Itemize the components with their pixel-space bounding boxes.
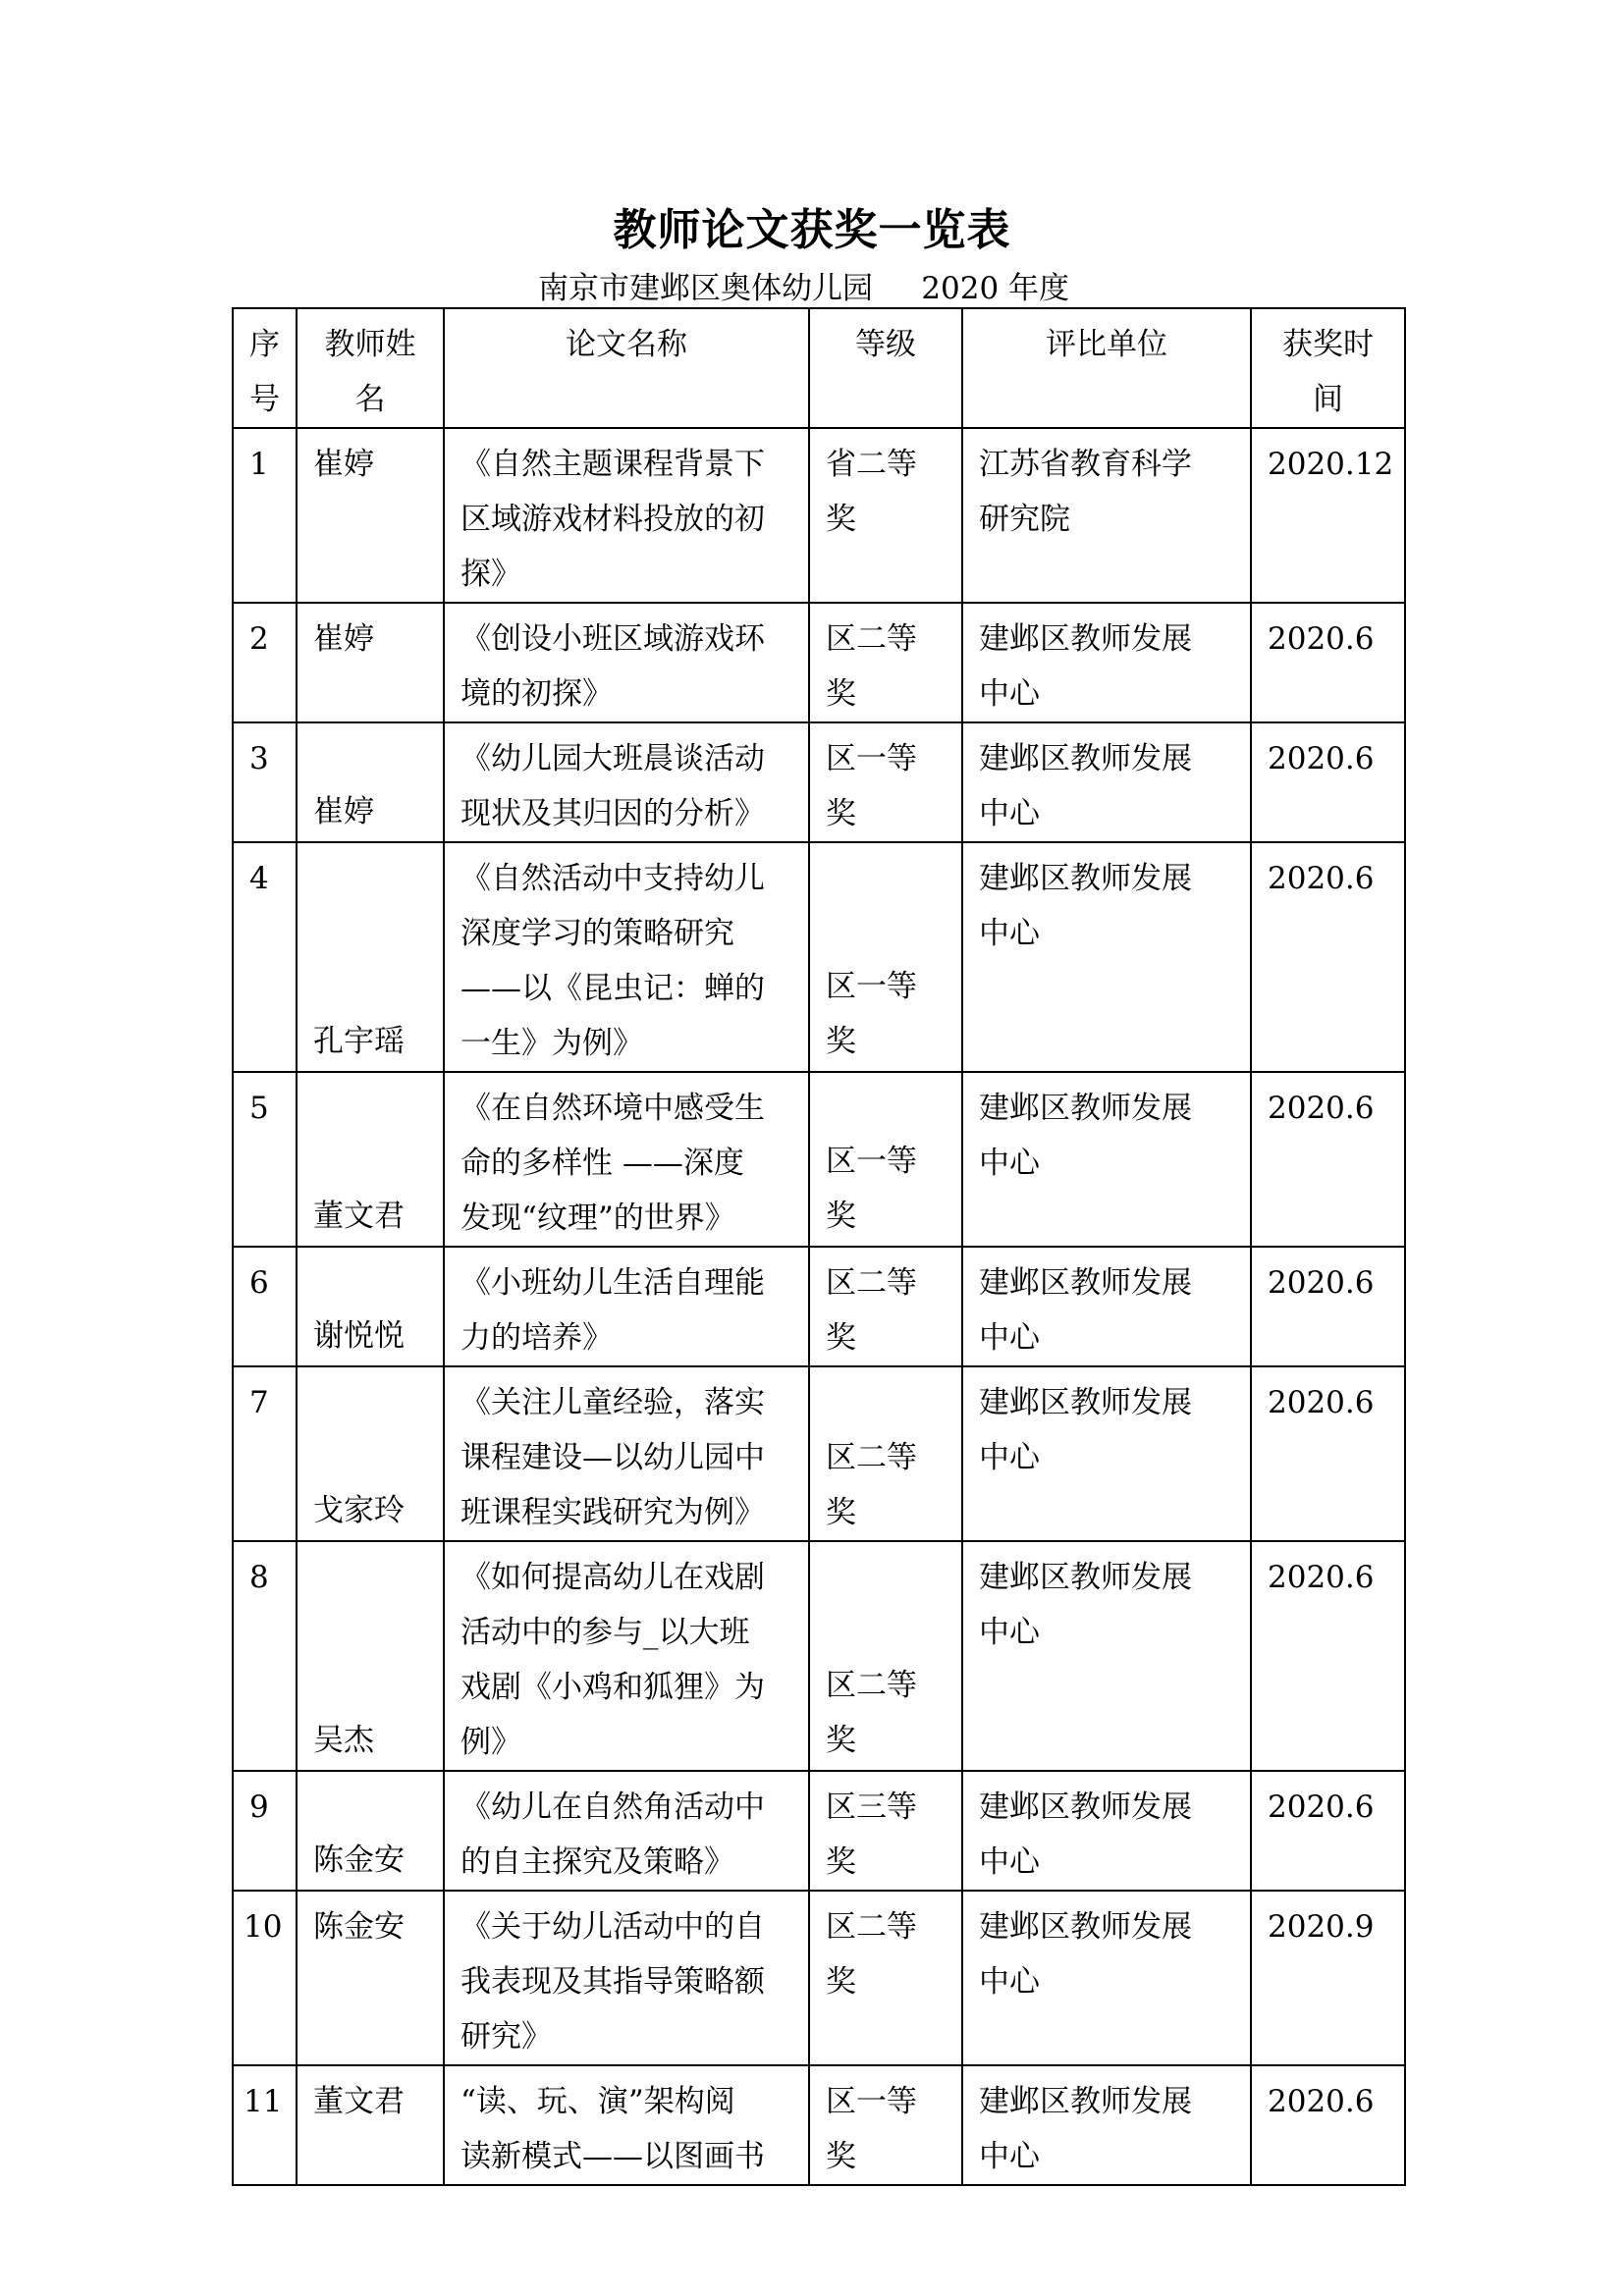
header-text: 号 (249, 382, 280, 417)
table-row (233, 603, 1405, 722)
cell-grade: 区二等 奖 (809, 1541, 962, 1771)
cell-no: 6 (233, 1247, 297, 1366)
cell-paper: 《关于幼儿活动中的自 我表现及其指导策略额 研究》 (444, 1891, 809, 2065)
header-text: 序 (249, 327, 280, 362)
cell-org: 江苏省教育科学 研究院 (962, 428, 1251, 603)
table-row (233, 1072, 1405, 1247)
cell-paper: 《创设小班区域游戏环 境的初探》 (444, 603, 809, 722)
header-text: 间 (1313, 382, 1343, 417)
table-row (233, 428, 1405, 603)
cell-grade: 区三等 奖 (809, 1771, 962, 1891)
table-header-row (233, 308, 1405, 428)
cell-org: 建邺区教师发展 中心 (962, 1366, 1251, 1541)
cell-teacher: 孔宇瑶 (297, 842, 444, 1072)
header-no (233, 308, 297, 428)
cell-teacher: 崔婷 (297, 428, 444, 603)
cell-grade: 区一等 奖 (809, 1072, 962, 1247)
table-row (233, 1541, 1405, 1771)
cell-paper: “读、玩、演”架构阅 读新模式——以图画书 (444, 2065, 809, 2185)
cell-teacher: 戈家玲 (297, 1366, 444, 1541)
cell-time: 2020.6 (1251, 1771, 1405, 1891)
cell-org: 建邺区教师发展 中心 (962, 842, 1251, 1072)
cell-time: 2020.6 (1251, 1072, 1405, 1247)
cell-paper: 《自然主题课程背景下 区域游戏材料投放的初 探》 (444, 428, 809, 603)
cell-no: 11 (233, 2065, 297, 2185)
header-text: 获奖时 (1282, 327, 1374, 362)
cell-no: 1 (233, 428, 297, 603)
cell-teacher: 崔婷 (297, 722, 444, 842)
table-row (233, 722, 1405, 842)
table-row (233, 842, 1405, 1072)
cell-teacher: 崔婷 (297, 603, 444, 722)
cell-teacher: 陈金安 (297, 1771, 444, 1891)
header-text: 教师姓 (324, 327, 416, 362)
cell-grade: 区二等 奖 (809, 1366, 962, 1541)
table-row (233, 1771, 1405, 1891)
header-grade (809, 308, 962, 428)
cell-grade: 区一等 奖 (809, 842, 962, 1072)
table-row (233, 1366, 1405, 1541)
cell-time: 2020.6 (1251, 603, 1405, 722)
header-teacher (297, 308, 444, 428)
cell-time: 2020.6 (1251, 722, 1405, 842)
cell-time: 2020.6 (1251, 1366, 1405, 1541)
cell-org: 建邺区教师发展 中心 (962, 2065, 1251, 2185)
cell-org: 建邺区教师发展 中心 (962, 1072, 1251, 1247)
table-row (233, 2065, 1405, 2185)
cell-time: 2020.6 (1251, 1247, 1405, 1366)
header-paper (444, 308, 809, 428)
table-row (233, 1891, 1405, 2065)
cell-no: 9 (233, 1771, 297, 1891)
cell-no: 8 (233, 1541, 297, 1771)
page-subtitle: 南京市建邺区奥体幼儿园 2020 年度 (538, 271, 1070, 306)
cell-org: 建邺区教师发展 中心 (962, 1771, 1251, 1891)
awards-table (232, 307, 1406, 2186)
header-time (1251, 308, 1405, 428)
header-text: 名 (354, 382, 386, 417)
cell-org: 建邺区教师发展 中心 (962, 1891, 1251, 2065)
cell-grade: 区二等 奖 (809, 1247, 962, 1366)
cell-teacher: 董文君 (297, 2065, 444, 2185)
cell-paper: 《自然活动中支持幼儿 深度学习的策略研究 ——以《昆虫记：蝉的 一生》为例》 (444, 842, 809, 1072)
cell-paper: 《幼儿园大班晨谈活动 现状及其归因的分析》 (444, 722, 809, 842)
cell-org: 建邺区教师发展 中心 (962, 603, 1251, 722)
cell-grade: 区一等 奖 (809, 2065, 962, 2185)
cell-teacher: 谢悦悦 (297, 1247, 444, 1366)
cell-no: 7 (233, 1366, 297, 1541)
cell-time: 2020.12 (1251, 428, 1405, 603)
cell-no: 5 (233, 1072, 297, 1247)
cell-time: 2020.6 (1251, 2065, 1405, 2185)
cell-paper: 《在自然环境中感受生 命的多样性 ——深度 发现“纹理”的世界》 (444, 1072, 809, 1247)
cell-teacher: 董文君 (297, 1072, 444, 1247)
cell-org: 建邺区教师发展 中心 (962, 1541, 1251, 1771)
cell-paper: 《如何提高幼儿在戏剧 活动中的参与_以大班 戏剧《小鸡和狐狸》为 例》 (444, 1541, 809, 1771)
cell-no: 3 (233, 722, 297, 842)
cell-org: 建邺区教师发展 中心 (962, 722, 1251, 842)
header-text: 评比单位 (1046, 327, 1167, 362)
cell-grade: 省二等 奖 (809, 428, 962, 603)
table-row (233, 1247, 1405, 1366)
header-org (962, 308, 1251, 428)
cell-time: 2020.9 (1251, 1891, 1405, 2065)
header-text: 等级 (855, 327, 916, 362)
cell-teacher: 陈金安 (297, 1891, 444, 2065)
cell-grade: 区二等 奖 (809, 603, 962, 722)
cell-grade: 区一等 奖 (809, 722, 962, 842)
header-text: 论文名称 (566, 327, 687, 362)
cell-no: 10 (233, 1891, 297, 2065)
cell-grade: 区二等 奖 (809, 1891, 962, 2065)
cell-no: 2 (233, 603, 297, 722)
cell-time: 2020.6 (1251, 842, 1405, 1072)
cell-teacher: 吴杰 (297, 1541, 444, 1771)
cell-paper: 《小班幼儿生活自理能 力的培养》 (444, 1247, 809, 1366)
cell-org: 建邺区教师发展 中心 (962, 1247, 1251, 1366)
cell-paper: 《关注儿童经验，落实 课程建设—以幼儿园中 班课程实践研究为例》 (444, 1366, 809, 1541)
cell-time: 2020.6 (1251, 1541, 1405, 1771)
cell-paper: 《幼儿在自然角活动中 的自主探究及策略》 (444, 1771, 809, 1891)
cell-no: 4 (233, 842, 297, 1072)
page-title: 教师论文获奖一览表 (613, 205, 1011, 255)
